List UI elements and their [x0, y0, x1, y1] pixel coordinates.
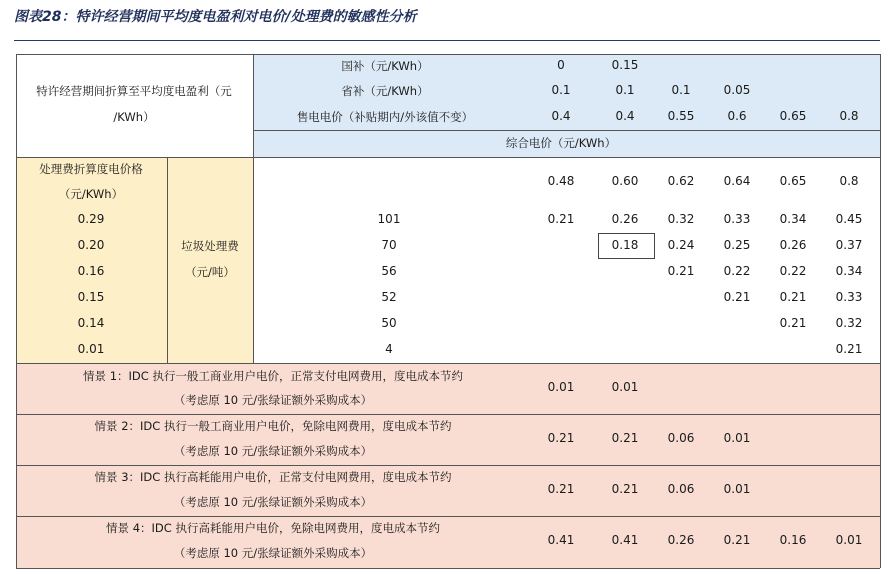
garbage-fee-value: 101	[377, 212, 401, 226]
header-label-shoudian: 售电电价（补贴期内/外该值不变）	[296, 110, 474, 124]
scenario-2-value: 0.21	[611, 431, 639, 445]
fee-price-value: 0.01	[77, 342, 105, 356]
matrix-cell: 0.24	[667, 238, 695, 252]
combined-price-value: 0.60	[611, 174, 639, 188]
matrix-cell: 0.45	[835, 212, 863, 226]
garbage-fee-value: 70	[381, 238, 397, 252]
scenario-3-note: （考虑原 10 元/张绿证额外采购成本）	[173, 495, 373, 509]
matrix-cell: 0.34	[779, 212, 807, 226]
header-shengbu-value: 0.1	[615, 83, 635, 97]
matrix-cell: 0.21	[779, 290, 807, 304]
garbage-fee-value: 56	[381, 264, 397, 278]
header-shoudian-value: 0.4	[551, 109, 571, 123]
matrix-cell: 0.32	[835, 316, 863, 330]
matrix-cell: 0.33	[835, 290, 863, 304]
matrix-cell: 0.21	[667, 264, 695, 278]
combined-price-value: 0.48	[547, 174, 575, 188]
scenario-2-value: 0.01	[723, 431, 751, 445]
highlight-box	[598, 233, 655, 259]
scenario-1-note: （考虑原 10 元/张绿证额外采购成本）	[173, 393, 373, 407]
header-guobu-value: 0	[557, 58, 565, 72]
header-label-shengbu: 省补（元/KWh）	[341, 84, 429, 98]
combined-price-label: 综合电价（元/KWh）	[505, 136, 617, 150]
scenario-4-value: 0.26	[667, 533, 695, 547]
matrix-cell: 0.21	[779, 316, 807, 330]
grid-line-bottom	[16, 568, 880, 569]
scenario-4-value: 0.01	[835, 533, 863, 547]
scenario-4-note: （考虑原 10 元/张绿证额外采购成本）	[173, 546, 373, 560]
scenario-2-value: 0.21	[547, 431, 575, 445]
scenario-4-title: 情景 4：IDC 执行高耗能用户电价，免除电网费用，度电成本节约	[106, 521, 440, 535]
fee-price-value: 0.15	[77, 290, 105, 304]
scenario-1-value: 0.01	[547, 380, 575, 394]
header-shoudian-value: 0.4	[615, 109, 635, 123]
matrix-cell: 0.32	[667, 212, 695, 226]
scenario-4-value: 0.16	[779, 533, 807, 547]
grid-line-left	[16, 54, 17, 568]
header-guobu-value: 0.15	[611, 58, 639, 72]
garbage-fee-value: 50	[381, 316, 397, 330]
grid-line-header-bottom	[16, 157, 880, 158]
fee-price-value: 0.29	[77, 212, 105, 226]
combined-price-value: 0.65	[779, 174, 807, 188]
scenario-2-title: 情景 2：IDC 执行一般工商业用户电价，免除电网费用，度电成本节约	[94, 419, 452, 433]
scenario-4-value: 0.41	[547, 533, 575, 547]
fee-price-label-unit: （元/KWh）	[58, 187, 124, 201]
scenario-band	[16, 363, 880, 569]
corner-label: 特许经营期间折算至平均度电盈利（元	[36, 84, 232, 98]
fee-price-label: 处理费折算度电价格	[39, 162, 143, 176]
matrix-cell: 0.18	[611, 238, 639, 252]
scenario-2-note: （考虑原 10 元/张绿证额外采购成本）	[173, 444, 373, 458]
garbage-fee-value: 52	[381, 290, 397, 304]
fee-price-value: 0.16	[77, 264, 105, 278]
matrix-cell: 0.26	[779, 238, 807, 252]
grid-line-top	[16, 54, 880, 55]
fee-price-value: 0.14	[77, 316, 105, 330]
scenario-1-title: 情景 1：IDC 执行一般工商业用户电价，正常支付电网费用，度电成本节约	[83, 369, 463, 383]
scenario-3-value: 0.21	[547, 482, 575, 496]
matrix-cell: 0.22	[779, 264, 807, 278]
header-shoudian-value: 0.8	[839, 109, 859, 123]
matrix-cell: 0.37	[835, 238, 863, 252]
header-shengbu-value: 0.1	[671, 83, 691, 97]
grid-line-scenario-1	[16, 414, 880, 415]
grid-line-header	[253, 130, 880, 131]
matrix-cell: 0.34	[835, 264, 863, 278]
header-shoudian-value: 0.55	[667, 109, 695, 123]
garbage-fee-band	[167, 157, 253, 363]
grid-line-matrix-bottom	[16, 363, 880, 364]
matrix-cell: 0.21	[547, 212, 575, 226]
garbage-fee-label: 垃圾处理费	[181, 239, 239, 253]
title-rule	[14, 40, 880, 41]
grid-line-scenario-2	[16, 465, 880, 466]
grid-line-right	[880, 54, 881, 568]
scenario-3-title: 情景 3：IDC 执行高耗能用户电价，正常支付电网费用，度电成本节约	[94, 470, 452, 484]
scenario-3-value: 0.21	[611, 482, 639, 496]
garbage-fee-label-unit: （元/吨）	[185, 265, 235, 279]
header-shengbu-value: 0.05	[723, 83, 751, 97]
scenario-3-value: 0.01	[723, 482, 751, 496]
header-label-guobu: 国补（元/KWh）	[341, 59, 429, 73]
scenario-4-value: 0.21	[723, 533, 751, 547]
matrix-cell: 0.25	[723, 238, 751, 252]
header-shengbu-value: 0.1	[551, 83, 571, 97]
grid-line-left-block	[253, 54, 254, 363]
matrix-cell: 0.21	[723, 290, 751, 304]
combined-price-value: 0.64	[723, 174, 751, 188]
scenario-1-value: 0.01	[611, 380, 639, 394]
matrix-cell: 0.21	[835, 342, 863, 356]
combined-price-value: 0.8	[839, 174, 859, 188]
fee-price-value: 0.20	[77, 238, 105, 252]
header-shoudian-value: 0.6	[727, 109, 747, 123]
grid-line-scenario-3	[16, 516, 880, 517]
header-shoudian-value: 0.65	[779, 109, 807, 123]
garbage-fee-value: 4	[385, 342, 393, 356]
scenario-2-value: 0.06	[667, 431, 695, 445]
figure-title: 图表28：特许经营期间平均度电盈利对电价/处理费的敏感性分析	[14, 9, 417, 25]
scenario-4-value: 0.41	[611, 533, 639, 547]
matrix-cell: 0.26	[611, 212, 639, 226]
corner-label-unit: /KWh）	[113, 110, 155, 124]
combined-price-value: 0.62	[667, 174, 695, 188]
grid-line-fee-divider	[167, 157, 168, 363]
scenario-3-value: 0.06	[667, 482, 695, 496]
matrix-cell: 0.22	[723, 264, 751, 278]
matrix-cell: 0.33	[723, 212, 751, 226]
